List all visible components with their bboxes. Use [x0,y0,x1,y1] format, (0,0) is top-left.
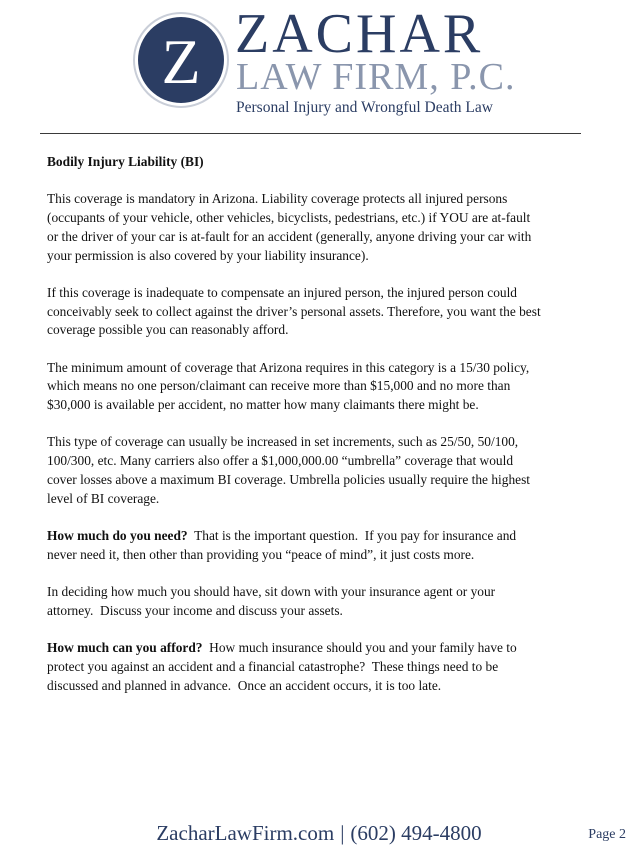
text-line: $30,000 is available per accident, no matter how many claimants there might be. [47,397,479,413]
document-body [47,153,577,714]
footer-contact [0,820,638,846]
text-line: attorney. Discuss your income and discuss your assets. [47,602,343,618]
letterhead [0,0,638,130]
question-text: That is the important question. If you pay for insurance and [187,527,517,543]
paragraph-inadequate [47,284,577,340]
text-line: conceivably seek to collect against the driver’s personal assets. Therefore, you want the best [47,303,541,319]
question-lead: How much can you afford? [47,640,203,656]
text-line: protect you against an accident and a financial catastrophe? These things need to be [47,658,499,674]
footer-separator: | [340,821,345,845]
question-text: How much insurance should you and your family have to [202,640,517,656]
logo-letter: Z [161,26,201,97]
text-line: level of BI coverage. [47,490,160,506]
firm-name: ZACHAR [235,3,484,65]
text-line: (occupants of your vehicle, other vehicles, bicyclists, pedestrians, etc.) if YOU are at-fault [47,210,531,226]
paragraph-minimum [47,359,577,415]
text-line: In deciding how much you should have, sit down with your insurance agent or your [47,584,496,600]
text-line: cover losses above a maximum BI coverage. Umbrella policies usually require the highest [47,471,531,487]
firm-logo-icon [133,7,229,113]
text-line: never need it, then other than providing you “peace of mind”, it just costs more. [47,546,475,562]
text-line: The minimum amount of coverage that Arizona requires in this category is a 15/30 policy, [47,359,530,375]
text-line: discussed and planned in advance. Once an accident occurs, it is too late. [47,677,442,693]
text-line: or the driver of your car is at-fault for an accident (generally, anyone driving your car with [47,228,532,244]
text-line: coverage possible you can reasonably afford. [47,322,289,338]
firm-type: LAW FIRM, P.C. [236,56,516,98]
firm-tagline: Personal Injury and Wrongful Death Law [236,99,493,116]
text-line [47,527,577,546]
question-lead: How much do you need? [47,527,188,543]
text-line: If this coverage is inadequate to compensate an injured person, the injured person could [47,284,518,300]
paragraph-increments [47,433,577,508]
section-title-text: Bodily Injury Liability (BI) [47,154,204,169]
paragraph-how-much-need [47,527,577,564]
paragraph-deciding [47,583,577,620]
website-link[interactable]: ZacharLawFirm.com [156,821,335,845]
header-divider [40,133,581,134]
text-line: your permission is also covered by your liability insurance). [47,247,369,263]
text-line: 100/300, etc. Many carriers also offer a $1,000,000.00 “umbrella” coverage that would [47,453,514,469]
section-title [47,153,577,172]
text-line [47,639,577,658]
text-line: This type of coverage can usually be increased in set increments, such as 25/50, 50/100, [47,434,519,450]
page-number: Page 2 [588,827,626,842]
phone-number: (602) 494-4800 [350,821,482,845]
text-line: This coverage is mandatory in Arizona. Liability coverage protects all injured persons [47,191,508,207]
text-line: which means no one person/claimant can receive more than $15,000 and no more than [47,378,511,394]
paragraph-how-much-afford [47,639,577,695]
paragraph-mandatory [47,190,577,265]
